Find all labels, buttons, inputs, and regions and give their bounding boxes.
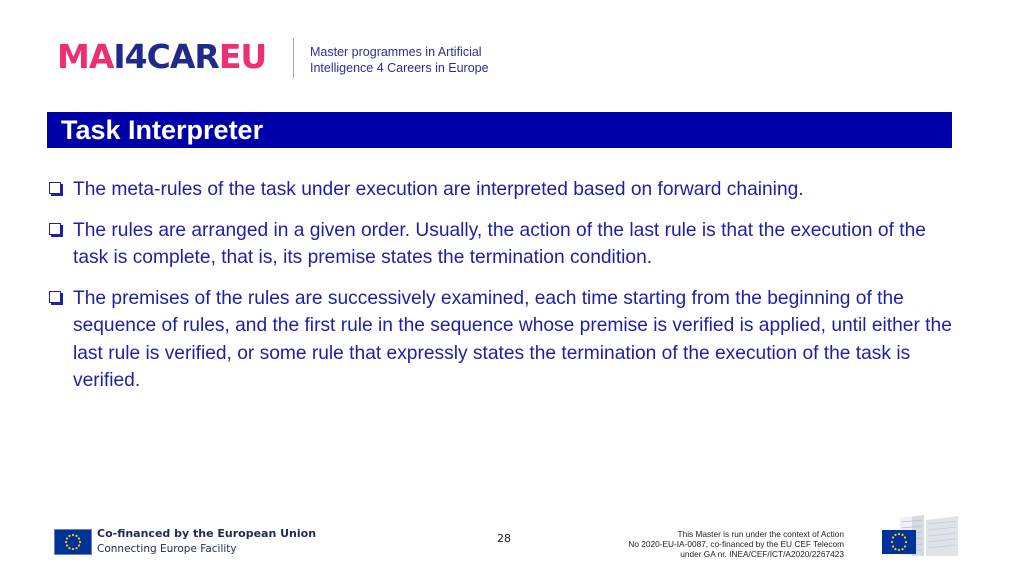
action-line-2: No 2020-EU-IA-0087, co-financed by the EU CEF Telecom: [628, 539, 844, 549]
ec-eu-flag-icon: [882, 530, 916, 554]
cef-label: Connecting Europe Facility: [97, 543, 237, 555]
eu-flag-stars: [55, 530, 91, 554]
cofinanced-label: Co-financed by the European Union: [97, 527, 317, 540]
logo-divider: [293, 38, 294, 78]
mai4careu-logo: [57, 37, 267, 76]
programme-tagline: [310, 44, 530, 76]
hollow-square-icon: [49, 291, 61, 303]
bullet-item: [48, 176, 958, 204]
action-line-1: This Master is run under the context of Action: [677, 529, 844, 539]
eu-flag-icon: [54, 529, 92, 555]
page-number: 28: [497, 532, 511, 545]
bullet-item: [48, 217, 958, 272]
tagline-line-2: Intelligence 4 Careers in Europe: [310, 61, 489, 75]
bullet-text: The meta-rules of the task under execution are interpreted based on forward chaining.: [73, 179, 804, 200]
hollow-square-icon: [49, 182, 61, 194]
slide-title: Task Interpreter: [61, 115, 264, 145]
action-notice: [544, 529, 844, 559]
hollow-square-icon: [49, 223, 61, 235]
action-line-3: under GA nr. INEA/CEF/ICT/A2020/2267423: [680, 549, 844, 559]
bullet-text: The premises of the rules are successively examined, each time starting from the beginning of the sequence of rules, and the first rule in the sequence whose premise is verified is applied, until either the last rule is verified, or some rule that expressly states the termination of the execution of the task is verified.: [73, 287, 952, 391]
slide-title-bar: [47, 112, 952, 148]
tagline-line-1: Master programmes in Artificial: [310, 45, 482, 59]
logo-part-2: I4CAR: [113, 37, 219, 76]
bullet-text: The rules are arranged in a given order. Usually, the action of the last rule is that the execution of the task is complete, that is, its premise states the termination condition.: [73, 219, 926, 268]
european-commission-logo: [862, 512, 962, 558]
bullet-list: [48, 176, 958, 408]
logo-part-3: EU: [218, 37, 267, 76]
bullet-item: [48, 285, 958, 395]
logo-part-1: MA: [57, 37, 114, 76]
